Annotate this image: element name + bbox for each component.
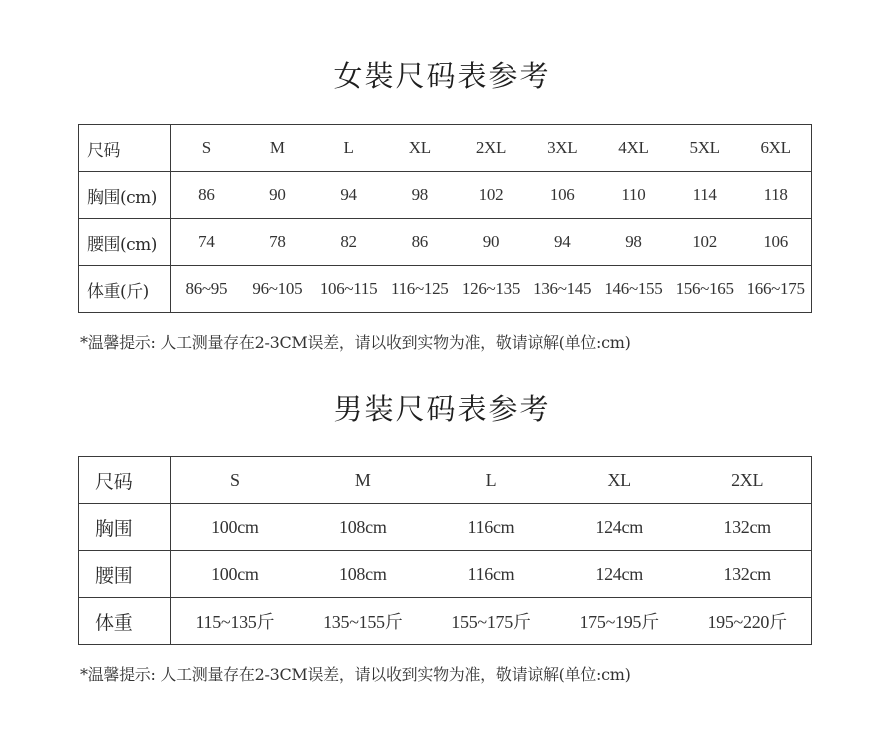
- men-size-table: [78, 456, 812, 645]
- value-cell: 108cm: [299, 551, 427, 598]
- table-row: [79, 219, 812, 266]
- value-cell: 86: [384, 219, 455, 266]
- value-cell: 118: [740, 172, 811, 219]
- women-size-table: [78, 124, 812, 313]
- value-cell: 115~135斤: [171, 598, 299, 645]
- value-cell: 116~125: [384, 266, 455, 313]
- value-cell: 100cm: [171, 551, 299, 598]
- value-cell: 94: [527, 219, 598, 266]
- value-cell: 124cm: [555, 551, 683, 598]
- value-cell: 116cm: [427, 504, 555, 551]
- header-row: [79, 125, 812, 172]
- value-cell: 90: [455, 219, 526, 266]
- size-header-cell: 2XL: [455, 125, 526, 172]
- size-header-cell: M: [242, 125, 313, 172]
- size-header-cell: S: [171, 125, 242, 172]
- value-cell: 94: [313, 172, 384, 219]
- size-header-cell: S: [171, 457, 299, 504]
- men-measurement-note: *温馨提示: 人工测量存在2-3CM误差，请以收到实物为准，敬请谅解(单位:cm): [80, 665, 631, 684]
- table-row: [79, 598, 812, 645]
- women-size-chart-title: 女裝尺码表参考: [333, 59, 551, 93]
- men-table-body: [79, 457, 812, 645]
- value-cell: 116cm: [427, 551, 555, 598]
- value-cell: 146~155: [598, 266, 669, 313]
- value-cell: 100cm: [171, 504, 299, 551]
- size-header-cell: 5XL: [669, 125, 740, 172]
- value-cell: 126~135: [455, 266, 526, 313]
- men-size-chart-title: 男装尺码表参考: [333, 392, 551, 426]
- size-header-cell: 3XL: [527, 125, 598, 172]
- value-cell: 78: [242, 219, 313, 266]
- table-row: [79, 551, 812, 598]
- value-cell: 136~145: [527, 266, 598, 313]
- value-cell: 106: [740, 219, 811, 266]
- measure-label-cell: 体重(斤): [79, 266, 171, 313]
- value-cell: 98: [384, 172, 455, 219]
- table-row: [79, 504, 812, 551]
- value-cell: 195~220斤: [683, 598, 811, 645]
- value-cell: 175~195斤: [555, 598, 683, 645]
- value-cell: 102: [669, 219, 740, 266]
- measure-label-cell: 体重: [79, 598, 171, 645]
- measure-label-cell: 胸围: [79, 504, 171, 551]
- value-cell: 132cm: [683, 551, 811, 598]
- value-cell: 98: [598, 219, 669, 266]
- women-measurement-note: *温馨提示: 人工测量存在2-3CM误差，请以收到实物为准，敬请谅解(单位:cm): [80, 333, 631, 352]
- size-header-cell: XL: [384, 125, 455, 172]
- size-header-cell: XL: [555, 457, 683, 504]
- size-header-cell: 4XL: [598, 125, 669, 172]
- women-table-body: [79, 125, 812, 313]
- value-cell: 106~115: [313, 266, 384, 313]
- value-cell: 156~165: [669, 266, 740, 313]
- value-cell: 110: [598, 172, 669, 219]
- value-cell: 106: [527, 172, 598, 219]
- value-cell: 166~175: [740, 266, 811, 313]
- value-cell: 74: [171, 219, 242, 266]
- size-header-cell: 6XL: [740, 125, 811, 172]
- value-cell: 96~105: [242, 266, 313, 313]
- value-cell: 86: [171, 172, 242, 219]
- table-row: [79, 172, 812, 219]
- header-row: [79, 457, 812, 504]
- measure-label-cell: 胸围(cm): [79, 172, 171, 219]
- size-header-cell: 2XL: [683, 457, 811, 504]
- measure-label-cell: 腰围: [79, 551, 171, 598]
- value-cell: 90: [242, 172, 313, 219]
- value-cell: 102: [455, 172, 526, 219]
- value-cell: 82: [313, 219, 384, 266]
- size-header-cell: L: [427, 457, 555, 504]
- value-cell: 132cm: [683, 504, 811, 551]
- size-header-cell: L: [313, 125, 384, 172]
- measure-label-cell: 腰围(cm): [79, 219, 171, 266]
- value-cell: 135~155斤: [299, 598, 427, 645]
- size-header-cell: M: [299, 457, 427, 504]
- size-label-cell: 尺码: [79, 457, 171, 504]
- size-label-cell: 尺码: [79, 125, 171, 172]
- value-cell: 155~175斤: [427, 598, 555, 645]
- value-cell: 124cm: [555, 504, 683, 551]
- table-row: [79, 266, 812, 313]
- value-cell: 108cm: [299, 504, 427, 551]
- value-cell: 86~95: [171, 266, 242, 313]
- value-cell: 114: [669, 172, 740, 219]
